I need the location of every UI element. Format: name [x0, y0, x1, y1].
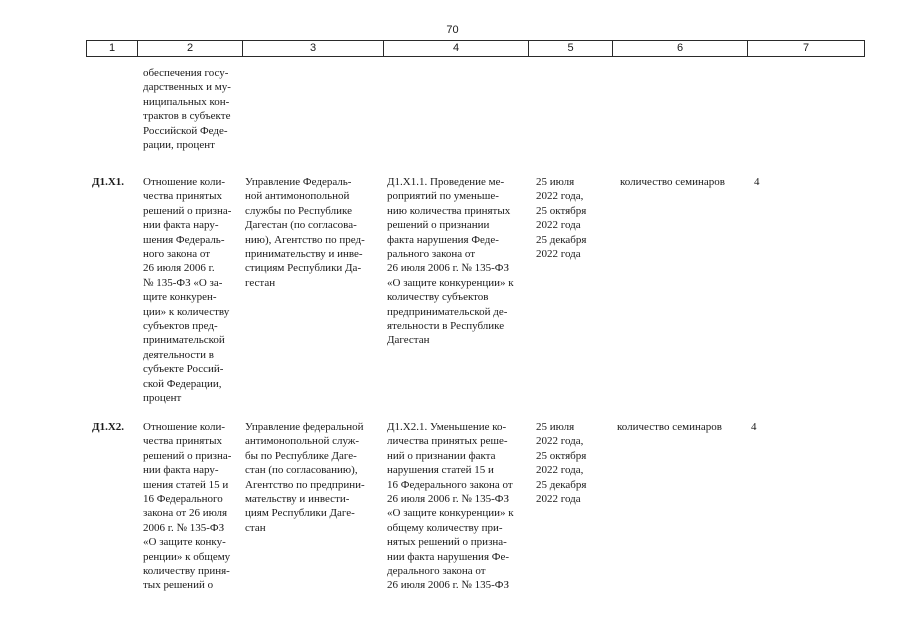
text-line: нию), Агентство по пред-	[245, 233, 365, 246]
text-line: 25 октября	[536, 449, 587, 462]
text-line: 16 Федерального	[143, 493, 223, 506]
text-line: ции» к количеству	[143, 305, 230, 318]
text-line: 26 июля 2006 г.	[143, 262, 215, 275]
text-line: деятельности в	[143, 348, 214, 361]
text-line: 16 Федерального закона от	[387, 478, 513, 491]
text-line: 26 июля 2006 г. № 135-ФЗ	[387, 493, 510, 506]
text-line: личества принятых реше-	[387, 435, 508, 448]
text-line: Российской Феде-	[143, 124, 228, 137]
column-number-5: 5	[529, 41, 613, 57]
column-number-6: 6	[613, 41, 748, 57]
page-number: 70	[446, 24, 459, 36]
text-line: рального закона от	[387, 248, 476, 261]
text-line: нии факта нару-	[143, 219, 219, 232]
text-line: бы по Республике Даге-	[245, 449, 357, 462]
text-line: Отношение коли-	[143, 421, 226, 433]
text-line: 2006 г. № 135-ФЗ	[143, 521, 225, 534]
text-line: шения статей 15 и	[143, 478, 229, 491]
text-line: циям Республики Даге-	[245, 507, 355, 520]
text-line: предпринимательской де-	[387, 305, 508, 318]
row-1-indicator	[143, 175, 237, 406]
text-line: 2022 года	[536, 219, 581, 232]
text-line: ного закона от	[143, 248, 211, 261]
text-line: ний о признании факта	[387, 449, 496, 462]
text-line: ниципальных кон-	[143, 95, 230, 108]
text-line: «О защите конкуренции» к	[387, 507, 514, 520]
text-line: службы по Республике	[245, 204, 352, 217]
row-1-value: 4	[754, 176, 760, 188]
text-line: факта нарушения Феде-	[387, 233, 499, 246]
text-line: 2022 года,	[536, 435, 584, 448]
row-2-measure	[387, 420, 525, 593]
text-line: нии факта нарушения Фе-	[387, 550, 509, 563]
row-1-executor	[245, 175, 377, 290]
text-line: субъектов пред-	[143, 320, 218, 333]
text-line: стан (по согласованию),	[245, 464, 358, 477]
text-line: Д1.Х2.1. Уменьшение ко-	[387, 421, 507, 433]
column-number-7: 7	[748, 41, 865, 57]
text-line: ятельности в Республике	[387, 320, 505, 333]
row-2-unit: количество семинаров	[617, 421, 722, 433]
row-1-measure	[387, 175, 525, 348]
text-line: 25 октября	[536, 204, 587, 217]
text-line: № 135-ФЗ «О за-	[143, 276, 223, 289]
text-line: нятых решений о призна-	[387, 536, 507, 549]
text-line: Дагестан (по согласова-	[245, 219, 357, 232]
text-line: стициям Республики Да-	[245, 262, 362, 275]
text-line: «О защите конку-	[143, 536, 226, 549]
text-line: Управление Федераль-	[245, 176, 352, 188]
text-line: 2022 года	[536, 493, 581, 506]
row-2-code: Д1.Х2.	[92, 421, 125, 433]
text-line: решений о призна-	[143, 204, 232, 217]
text-line: роприятий по уменьше-	[387, 190, 499, 203]
row-2-executor	[245, 420, 377, 535]
text-line: решений о призна-	[143, 449, 232, 462]
text-line: мательству и инвести-	[245, 493, 350, 506]
text-line: 26 июля 2006 г. № 135-ФЗ	[387, 579, 510, 592]
row-2-indicator	[143, 420, 237, 593]
text-line: Агентство по предприни-	[245, 478, 365, 491]
text-line: 2022 года,	[536, 190, 584, 203]
column-header-table	[86, 40, 865, 57]
text-line: принимательской	[143, 334, 225, 347]
text-line: рации, процент	[143, 139, 215, 152]
row-1-unit: количество семинаров	[620, 176, 725, 188]
row-2-value: 4	[751, 421, 757, 433]
text-line: общему количеству при-	[387, 521, 503, 534]
text-line: ной антимонопольной	[245, 190, 350, 203]
text-line: шения Федераль-	[143, 233, 225, 246]
text-line: 25 июля	[536, 421, 575, 433]
text-line: тых решений о	[143, 579, 214, 592]
text-line: Отношение коли-	[143, 176, 226, 188]
text-line: процент	[143, 392, 182, 405]
text-line: «О защите конкуренции» к	[387, 276, 514, 289]
text-line: 25 декабря	[536, 478, 587, 491]
text-line: ренции» к общему	[143, 550, 231, 563]
text-line: гестан	[245, 276, 276, 289]
text-line: нарушения статей 15 и	[387, 464, 494, 477]
column-number-4: 4	[384, 41, 529, 57]
text-line: Дагестан	[387, 334, 430, 347]
text-line: 2022 года	[536, 248, 581, 261]
text-line: Д1.Х1.1. Проведение ме-	[387, 176, 505, 188]
text-line: Управление федеральной	[245, 421, 364, 433]
text-line: субъекте Россий-	[143, 363, 224, 376]
text-line: чества принятых	[143, 435, 222, 448]
text-line: чества принятых	[143, 190, 222, 203]
text-line: 25 декабря	[536, 233, 587, 246]
column-number-2: 2	[138, 41, 243, 57]
text-line: трактов в субъекте	[143, 110, 231, 123]
text-line: закона от 26 июля	[143, 507, 228, 520]
text-line: дарственных и му-	[143, 81, 231, 94]
continuation-indicator-text	[143, 66, 237, 152]
text-line: дерального закона от	[387, 565, 486, 578]
text-line: щите конкурен-	[143, 291, 217, 304]
text-line: принимательству и инве-	[245, 248, 363, 261]
row-1-code: Д1.Х1.	[92, 176, 125, 188]
row-2-dates	[536, 420, 598, 506]
text-line: решений о признании	[387, 219, 490, 232]
text-line: нии факта нару-	[143, 464, 219, 477]
text-line: 2022 года,	[536, 464, 584, 477]
text-line: количеству приня-	[143, 565, 230, 578]
text-line: антимонопольной служ-	[245, 435, 360, 448]
row-1-dates	[536, 175, 598, 261]
text-line: стан	[245, 521, 266, 534]
text-line: ской Федерации,	[143, 377, 222, 390]
text-line: нию количества принятых	[387, 204, 511, 217]
text-line: 26 июля 2006 г. № 135-ФЗ	[387, 262, 510, 275]
text-line: количеству субъектов	[387, 291, 489, 304]
column-number-1: 1	[87, 41, 138, 57]
text-line: 25 июля	[536, 176, 575, 188]
text-line: обеспечения госу-	[143, 67, 229, 79]
column-number-3: 3	[243, 41, 384, 57]
